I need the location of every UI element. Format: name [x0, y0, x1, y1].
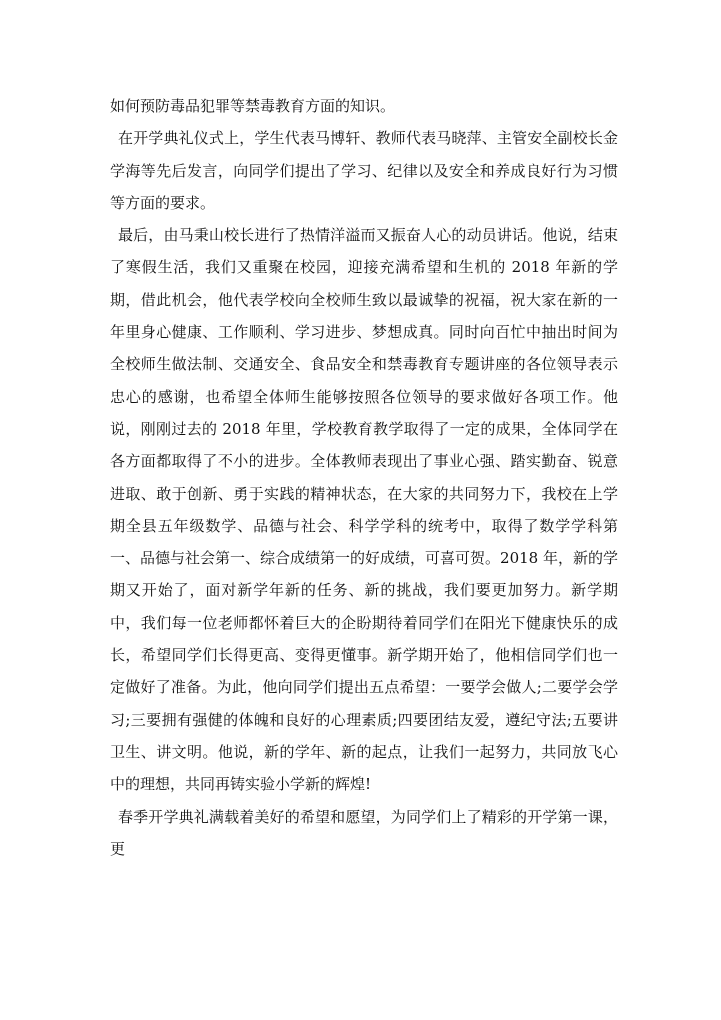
paragraph-2: 在开学典礼仪式上，学生代表马博轩、教师代表马晓萍、主管安全副校长金学海等先后发言，向同学们提出了学习、纪律以及安全和养成良好行为习惯等方面的要求。: [110, 129, 618, 212]
paragraph-3: 最后，由马秉山校长进行了热情洋溢而又振奋人心的动员讲话。他说，结束了寒假生活，我们又重聚在校园，迎接充满希望和生机的 2018 年新的学期，借此机会，他代表学校向全校师生致以最诚挚的祝福，祝大家在新的一年里身心健康、工作顺利、学习进步、梦想成真。同时向百忙中抽出时间为全校师生做法制、交通安全、食品安全和禁毒教育专题讲座的各位领导表示忠心的感谢，也希望全体师生能够按照各位领导的要求做好各项工作。他说，刚刚过去的 2018 年里，学校教育教学取得了一定的成果，全体同学在各方面都取得了不小的进步。全体教师表现出了事业心强、踏实勤奋、锐意进取、敢于创新、勇于实践的精神状态，在大家的共同努力下，我校在上学期全县五年级数学、品德与社会、科学学科的统考中，取得了数学学科第一、品德与社会第一、综合成绩第一的好成绩，可喜可贺。2018 年，新的学期又开始了，面对新学年新的任务、新的挑战，我们要更加努力。新学期中，我们每一位老师都怀着巨大的企盼期待着同学们在阳光下健康快乐的成长，希望同学们长得更高、变得更懂事。新学期开始了，他相信同学们也一定做好了准备。为此，他向同学们提出五点希望：一要学会做人;二要学会学习;三要拥有强健的体魄和良好的心理素质;四要团结友爱，遵纪守法;五要讲卫生、讲文明。他说，新的学年、新的起点，让我们一起努力，共同放飞心中的理想，共同再铸实验小学新的辉煌!: [110, 226, 618, 794]
paragraph-1: 如何预防毒品犯罪等禁毒教育方面的知识。: [110, 97, 396, 115]
document-body: [110, 90, 618, 865]
paragraph-4: 春季开学典礼满载着美好的希望和愿望，为同学们上了精彩的开学第一课，更: [110, 807, 618, 858]
